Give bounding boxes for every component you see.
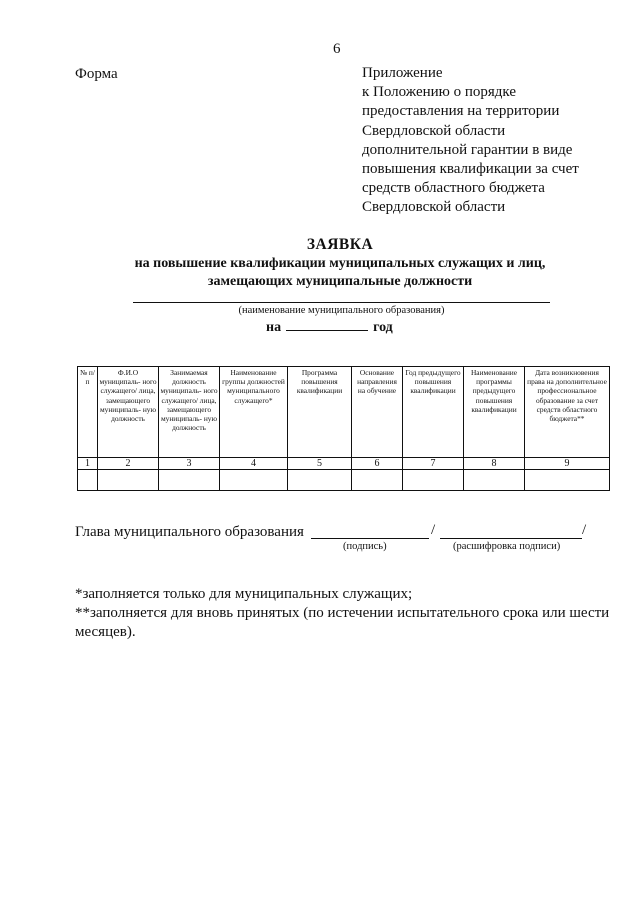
- table-cell[interactable]: [159, 470, 220, 491]
- appendix-block: [362, 64, 632, 218]
- signature-field[interactable]: [311, 538, 429, 539]
- table-header-row: [78, 367, 610, 458]
- table-cell[interactable]: [98, 470, 159, 491]
- table-header-cell: Программа повышения квалификации: [288, 367, 352, 458]
- subtitle-line-2: замещающих муниципальные должности: [207, 274, 473, 289]
- appendix-line: предоставления на территории: [362, 103, 560, 120]
- column-number: 2: [98, 458, 159, 470]
- appendix-line: повышения квалификации за счет: [362, 161, 579, 178]
- footnote-2: **заполняется для вновь принятых (по истечении испытательного срока или шести месяцев).: [75, 605, 610, 640]
- column-number: 3: [159, 458, 220, 470]
- subtitle-line-1: на повышение квалификации муниципальных служащих и лиц,: [134, 256, 546, 271]
- document-title: ЗАЯВКА: [306, 236, 374, 253]
- table-cell[interactable]: [352, 470, 403, 491]
- application-table: [77, 366, 610, 491]
- municipality-caption: (наименование муниципального образования): [238, 305, 445, 316]
- column-number: 1: [78, 458, 98, 470]
- table-number-row: [78, 458, 610, 470]
- year-row: [266, 318, 393, 336]
- table-header-cell: Дата возникновения права на дополнительное профессиональное образование за счет средств областного бюджета**: [525, 367, 610, 458]
- column-number: 7: [403, 458, 464, 470]
- signature-decode-caption: (расшифровка подписи): [453, 541, 561, 552]
- appendix-line: Приложение: [362, 65, 443, 81]
- table-cell[interactable]: [288, 470, 352, 491]
- footnote-1: *заполняется только для муниципальных служащих;: [75, 586, 413, 602]
- signature-slash: /: [582, 522, 587, 538]
- column-number: 4: [220, 458, 288, 470]
- signature-label: Глава муниципального образования: [75, 524, 304, 540]
- table-cell[interactable]: [464, 470, 525, 491]
- signature-decode-field[interactable]: [440, 538, 582, 539]
- table-header-cell: Наименование программы предыдущего повышения квалификации: [464, 367, 525, 458]
- appendix-line: дополнительной гарантии в виде: [362, 141, 573, 158]
- table-cell[interactable]: [403, 470, 464, 491]
- footnotes: [75, 585, 615, 642]
- municipality-name-field[interactable]: [133, 302, 550, 303]
- appendix-line: к Положению о порядке: [362, 84, 516, 101]
- table-header-cell: Ф.И.О муниципаль- ного служащего/ лица, замещающего муниципаль- ную должность: [98, 367, 159, 458]
- signature-slash: /: [431, 522, 436, 538]
- column-number: 6: [352, 458, 403, 470]
- document-subtitle: [0, 255, 640, 291]
- appendix-line: средств областного бюджета: [362, 180, 545, 197]
- year-prefix: на: [266, 320, 282, 335]
- column-number: 9: [525, 458, 610, 470]
- appendix-line: Свердловской области: [362, 122, 506, 139]
- form-label: Форма: [75, 66, 118, 82]
- column-number: 5: [288, 458, 352, 470]
- table-cell[interactable]: [525, 470, 610, 491]
- page-number: 6: [333, 41, 341, 57]
- table-header-cell: № п/п: [78, 367, 98, 458]
- year-suffix: год: [373, 320, 393, 335]
- appendix-line: Свердловской области: [362, 199, 506, 216]
- signature-caption: (подпись): [343, 541, 387, 552]
- table-row: [78, 470, 610, 491]
- table-cell[interactable]: [220, 470, 288, 491]
- table-header-cell: Наименование группы должностей муниципального служащего*: [220, 367, 288, 458]
- table-header-cell: Год предыдущего повышения квалификации: [403, 367, 464, 458]
- table-header-cell: Основание направления на обучение: [352, 367, 403, 458]
- column-number: 8: [464, 458, 525, 470]
- table-header-cell: Занимаемая должность муниципаль- ного служащего/ лица, замещающего муниципаль- ную должность: [159, 367, 220, 458]
- table-cell[interactable]: [78, 470, 98, 491]
- year-field[interactable]: [286, 318, 368, 331]
